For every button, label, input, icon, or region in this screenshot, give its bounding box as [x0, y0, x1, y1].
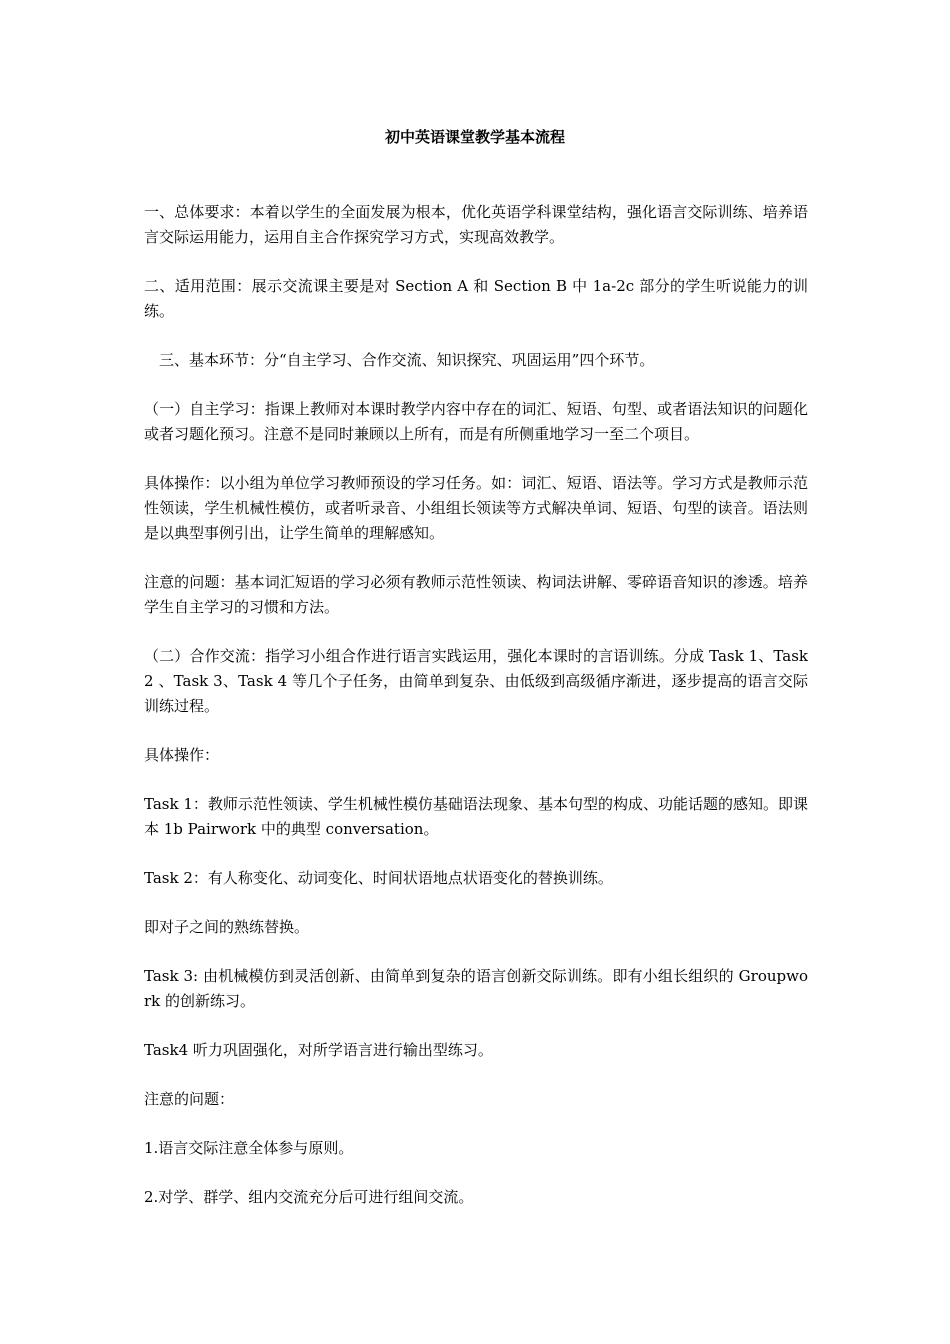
paragraph-task-4: Task4 听力巩固强化，对所学语言进行输出型练习。: [144, 1041, 493, 1059]
paragraph-operation-heading: 具体操作：: [144, 746, 220, 764]
paragraph-general-requirements: 一、总体要求：本着以学生的全面发展为根本，优化英语学科课堂结构，强化语言交际训练、培养语言交际运用能力，运用自主合作探究学习方式，实现高效教学。: [144, 203, 808, 246]
paragraph-self-study: （一）自主学习：指课上教师对本课时教学内容中存在的词汇、短语、句型、或者语法知识的问题化或者习题化预习。注意不是同时兼顾以上所有，而是有所侧重地学习一至二个项目。: [144, 400, 808, 443]
paragraph-task-1: Task 1：教师示范性领读、学生机械性模仿基础语法现象、基本句型的构成、功能话题的感知。即课本 1b Pairwork 中的典型 conversation。: [144, 795, 808, 838]
paragraph-scope: 二、适用范围：展示交流课主要是对 Section A 和 Section B 中 1a-2c 部分的学生听说能力的训练。: [144, 277, 808, 320]
paragraph-note-1: 1.语言交际注意全体参与原则。: [144, 1139, 354, 1157]
paragraph-basic-steps: 三、基本环节：分“自主学习、合作交流、知识探究、巩固运用”四个环节。: [159, 351, 655, 369]
paragraph-task-3: Task 3: 由机械模仿到灵活创新、由简单到复杂的语言创新交际训练。即有小组长组织的 Groupwork 的创新练习。: [144, 967, 808, 1010]
document-title: 初中英语课堂教学基本流程: [384, 128, 565, 146]
paragraph-note-2: 2.对学、群学、组内交流充分后可进行组间交流。: [144, 1188, 474, 1206]
paragraph-pair-substitution: 即对子之间的熟练替换。: [144, 918, 310, 936]
paragraph-self-study-notes: 注意的问题：基本词汇短语的学习必须有教师示范性领读、构词法讲解、零碎语音知识的渗透。培养学生自主学习的习惯和方法。: [144, 573, 808, 616]
paragraph-task-2: Task 2：有人称变化、动词变化、时间状语地点状语变化的替换训练。: [144, 869, 613, 887]
document-body: [144, 200, 808, 1234]
paragraph-notes-heading: 注意的问题：: [144, 1090, 235, 1108]
paragraph-cooperation: （二）合作交流：指学习小组合作进行语言实践运用，强化本课时的言语训练。分成 Task 1、Task 2 、Task 3、Task 4 等几个子任务，由简单到复杂、由低级到高级循序渐进，逐步提高的语言交际训练过程。: [144, 647, 808, 715]
paragraph-self-study-operation: 具体操作：以小组为单位学习教师预设的学习任务。如：词汇、短语、语法等。学习方式是教师示范性领读，学生机械性模仿，或者听录音、小组组长领读等方式解决单词、短语、句型的读音。语法则是以典型事例引出，让学生简单的理解感知。: [144, 474, 808, 542]
